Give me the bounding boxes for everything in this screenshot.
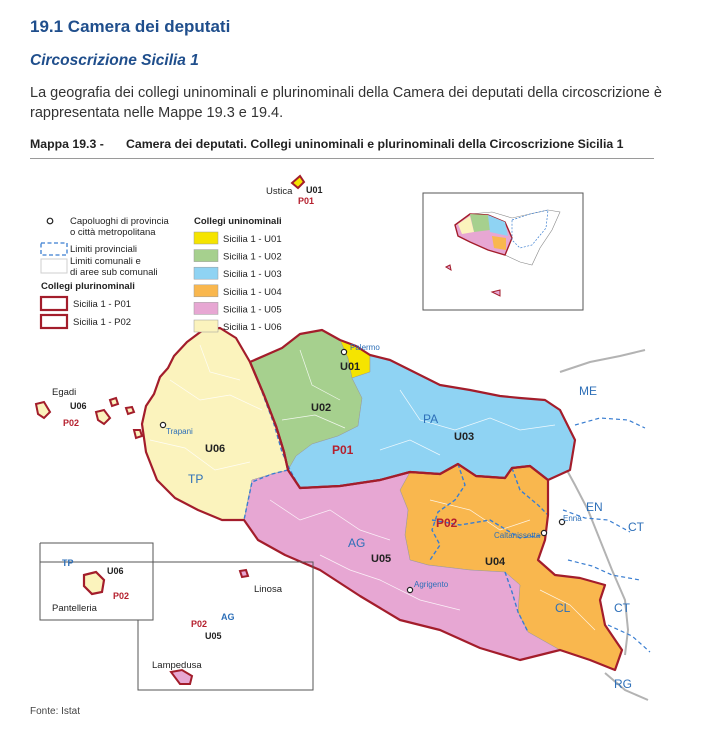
legend-uninominale-label: Sicilia 1 - U06 — [223, 322, 282, 333]
legend-uninominale-label: Sicilia 1 - U04 — [223, 286, 282, 298]
subsection-title: Circoscrizione Sicilia 1 — [30, 52, 199, 69]
legend-plurinominali-title: Collegi plurinominali — [41, 281, 135, 292]
legend-capital-marker — [47, 218, 53, 224]
legend-uninominale-swatch — [194, 320, 218, 332]
map-caption-title: Camera dei deputati. Collegi uninominali e plurinominali della Circoscrizione Sicilia 1 — [126, 137, 624, 151]
legend-uninominale-swatch — [194, 250, 218, 262]
legend-p01-swatch — [41, 297, 67, 310]
label-p02: P02 — [436, 516, 458, 530]
legend-capoluoghi-2: o città metropolitana — [70, 227, 156, 238]
pantelleria-island — [84, 572, 104, 594]
egadi-island-4 — [134, 430, 142, 438]
label-egadi-p: P02 — [63, 418, 80, 428]
legend-uninominale-swatch — [194, 302, 218, 314]
egadi-island-1 — [36, 402, 50, 418]
legend-uninominale-swatch — [194, 232, 218, 244]
overview-inset — [423, 193, 583, 310]
label-u05: U05 — [371, 553, 392, 565]
label-ustica: Ustica — [266, 186, 293, 197]
label-pelagie-p: P02 — [191, 619, 208, 629]
label-caltanissetta: Caltanissetta — [494, 531, 541, 540]
label-pantelleria-p: P02 — [113, 591, 130, 601]
legend-left — [41, 216, 169, 328]
label-trapani: Trapani — [166, 427, 193, 436]
label-u03: U03 — [454, 431, 475, 443]
legend-p01: Sicilia 1 - P01 — [73, 299, 132, 310]
egadi-island-3 — [126, 407, 134, 414]
legend-p02: Sicilia 1 - P02 — [73, 317, 132, 328]
label-enna: Enna — [563, 514, 582, 523]
label-ag: AG — [348, 536, 366, 550]
legend-limiti-comunali-2: di aree sub comunali — [70, 267, 158, 278]
legend-limiti-comunali-1: Limiti comunali e — [70, 256, 141, 267]
legend-capoluoghi-1: Capoluoghi di provincia — [70, 216, 169, 227]
label-u04: U04 — [485, 556, 506, 568]
label-rg: RG — [614, 677, 632, 691]
palermo-marker — [341, 349, 346, 354]
label-me: ME — [579, 384, 597, 398]
legend-province-swatch — [41, 243, 67, 255]
egadi-island-5 — [110, 398, 118, 406]
legend-uninominale-label: Sicilia 1 - U05 — [223, 304, 282, 316]
lampedusa-island — [171, 670, 192, 684]
legend-right — [194, 216, 282, 333]
label-tp: TP — [188, 472, 204, 486]
section-title: 19.1 Camera dei deputati — [30, 17, 231, 36]
ustica-island — [292, 176, 304, 188]
source-note: Fonte: Istat — [30, 706, 81, 717]
label-u01: U01 — [340, 361, 361, 373]
linosa-island — [240, 570, 248, 577]
legend-uninominali-list — [194, 232, 282, 333]
label-palermo: Palermo — [350, 343, 380, 352]
legend-uninominale-label: Sicilia 1 - U03 — [223, 269, 282, 281]
egadi-island-2 — [96, 410, 110, 424]
label-en: EN — [586, 500, 603, 514]
label-ct-south: CT — [614, 601, 630, 615]
label-u02: U02 — [311, 402, 332, 414]
label-p01: P01 — [332, 443, 354, 457]
legend-p02-swatch — [41, 315, 67, 328]
label-cl: CL — [555, 601, 571, 615]
agrigento-marker — [407, 587, 412, 592]
trapani-marker — [160, 422, 165, 427]
label-ustica-u: U01 — [306, 185, 323, 195]
label-pa: PA — [423, 412, 439, 426]
legend-uninominale-label: Sicilia 1 - U01 — [223, 234, 282, 245]
legend-uninominali-title: Collegi uninominali — [194, 216, 282, 227]
label-agrigento: Agrigento — [414, 580, 449, 589]
label-linosa: Linosa — [254, 584, 282, 595]
label-pantelleria: Pantelleria — [52, 603, 97, 614]
legend-uninominale-swatch — [194, 285, 218, 297]
legend-limiti-provinciali: Limiti provinciali — [70, 244, 138, 255]
label-pelagie-ag: AG — [221, 612, 235, 622]
map-caption-number: Mappa 19.3 - — [30, 137, 104, 151]
uninominali-regions — [142, 328, 622, 670]
intro-paragraph: La geografia dei collegi uninominali e plurinominali della Camera dei deputati della circoscrizione è rappresentata nelle Mappe 19.3 e 19.4. — [30, 85, 662, 121]
legend-uninominale-swatch — [194, 267, 218, 279]
label-pantelleria-u: U06 — [107, 566, 124, 576]
legend-comunali-swatch — [41, 259, 67, 273]
caltanissetta-marker — [541, 530, 546, 535]
label-u06: U06 — [205, 443, 226, 455]
label-egadi-u: U06 — [70, 401, 87, 411]
label-ct: CT — [628, 520, 644, 534]
label-pelagie-u: U05 — [205, 631, 222, 641]
label-ustica-p: P01 — [298, 196, 315, 206]
label-lampedusa: Lampedusa — [152, 660, 202, 671]
legend-uninominale-label: Sicilia 1 - U02 — [223, 251, 282, 263]
label-egadi: Egadi — [52, 387, 77, 398]
label-pantelleria-tp: TP — [62, 558, 74, 568]
